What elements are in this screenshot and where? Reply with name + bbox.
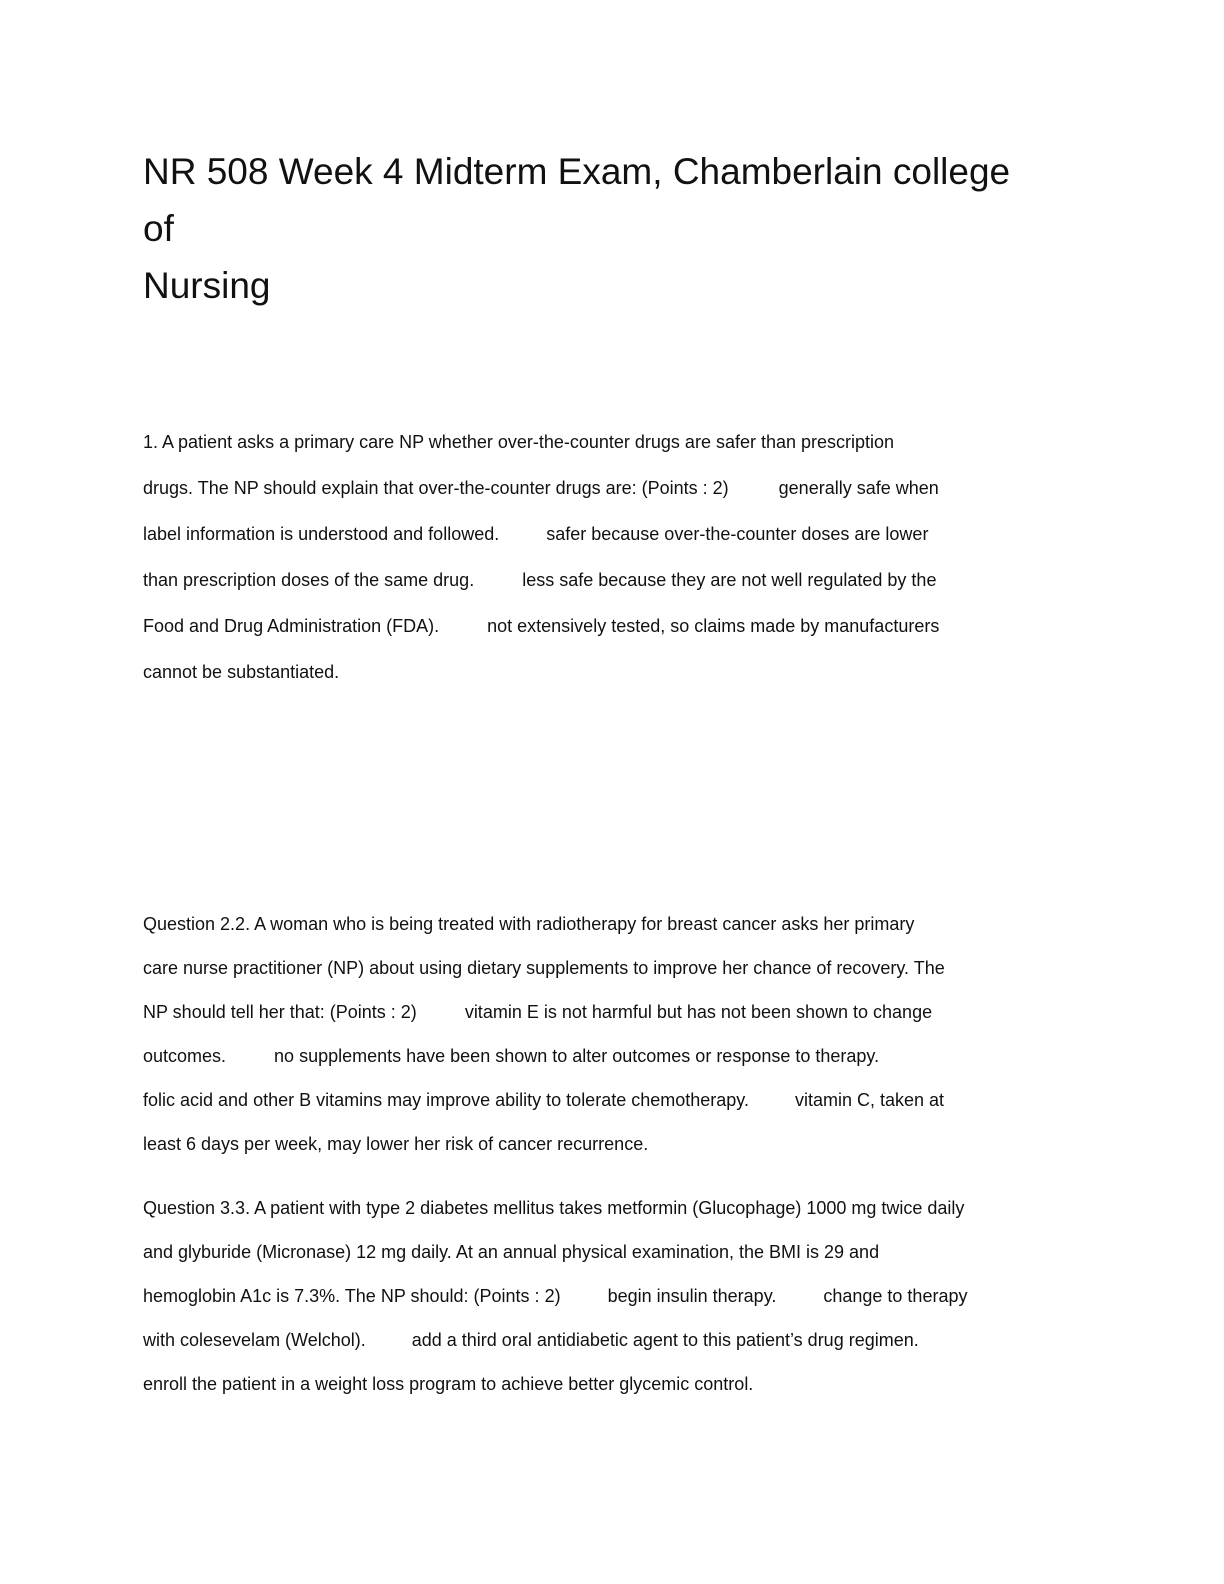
question-line [143, 1186, 1083, 1230]
answer-option: safer because over-the-counter doses are lower [546, 524, 929, 544]
question-text: NP should tell her that: (Points : 2) [143, 1002, 417, 1022]
question-line [143, 1274, 1083, 1318]
title-line: Nursing [143, 265, 271, 306]
answer-option: label information is understood and followed. [143, 524, 500, 544]
answer-option: Food and Drug Administration (FDA). [143, 616, 440, 636]
document-title [143, 143, 1083, 314]
answer-option: generally safe when [778, 478, 939, 498]
question-text: and glyburide (Micronase) 12 mg daily. At an annual physical examination, the BMI is 29 and [143, 1242, 880, 1262]
question-line [143, 1078, 1083, 1122]
answer-option: outcomes. [143, 1046, 227, 1066]
question-text: Question 2.2. A woman who is being treated with radiotherapy for breast cancer asks her primary [143, 914, 915, 934]
answer-option: than prescription doses of the same drug. [143, 570, 475, 590]
answer-option: less safe because they are not well regulated by the [522, 570, 937, 590]
answer-option: change to therapy [823, 1286, 968, 1306]
question-line [143, 649, 1083, 695]
answer-option: cannot be substantiated. [143, 662, 340, 682]
answer-option: vitamin C, taken at [794, 1090, 945, 1110]
question-line [143, 419, 1083, 465]
answer-option: enroll the patient in a weight loss program to achieve better glycemic control. [143, 1374, 754, 1394]
question-line [143, 603, 1083, 649]
question-line [143, 465, 1083, 511]
question-line [143, 1122, 1083, 1166]
answer-option: no supplements have been shown to alter outcomes or response to therapy. [274, 1046, 880, 1066]
question-line [143, 557, 1083, 603]
answer-option: least 6 days per week, may lower her risk of cancer recurrence. [143, 1134, 649, 1154]
question-line [143, 1318, 1083, 1362]
question-line [143, 990, 1083, 1034]
answer-option: vitamin E is not harmful but has not been shown to change [464, 1002, 933, 1022]
title-line: of [143, 208, 174, 249]
question-text: Question 3.3. A patient with type 2 diabetes mellitus takes metformin (Glucophage) 1000 mg twice daily [143, 1198, 965, 1218]
question-line [143, 1230, 1083, 1274]
question-line [143, 1034, 1083, 1078]
question-text: hemoglobin A1c is 7.3%. The NP should: (Points : 2) [143, 1286, 561, 1306]
question-line [143, 946, 1083, 990]
question-2 [143, 902, 1083, 1166]
question-text: 1. A patient asks a primary care NP whether over-the-counter drugs are safer than prescription [143, 432, 895, 452]
question-text: drugs. The NP should explain that over-the-counter drugs are: (Points : 2) [143, 478, 729, 498]
answer-option: add a third oral antidiabetic agent to this patient’s drug regimen. [411, 1330, 919, 1350]
answer-option: not extensively tested, so claims made by manufacturers [487, 616, 940, 636]
title-line: NR 508 Week 4 Midterm Exam, Chamberlain college [143, 151, 1011, 192]
question-text: care nurse practitioner (NP) about using dietary supplements to improve her chance of recovery. The [143, 958, 945, 978]
question-line [143, 1362, 1083, 1406]
question-1 [143, 419, 1083, 695]
answer-option: with colesevelam (Welchol). [143, 1330, 366, 1350]
answer-option: begin insulin therapy. [607, 1286, 777, 1306]
question-line [143, 902, 1083, 946]
answer-option: folic acid and other B vitamins may improve ability to tolerate chemotherapy. [143, 1090, 749, 1110]
question-line [143, 511, 1083, 557]
question-3 [143, 1186, 1083, 1406]
